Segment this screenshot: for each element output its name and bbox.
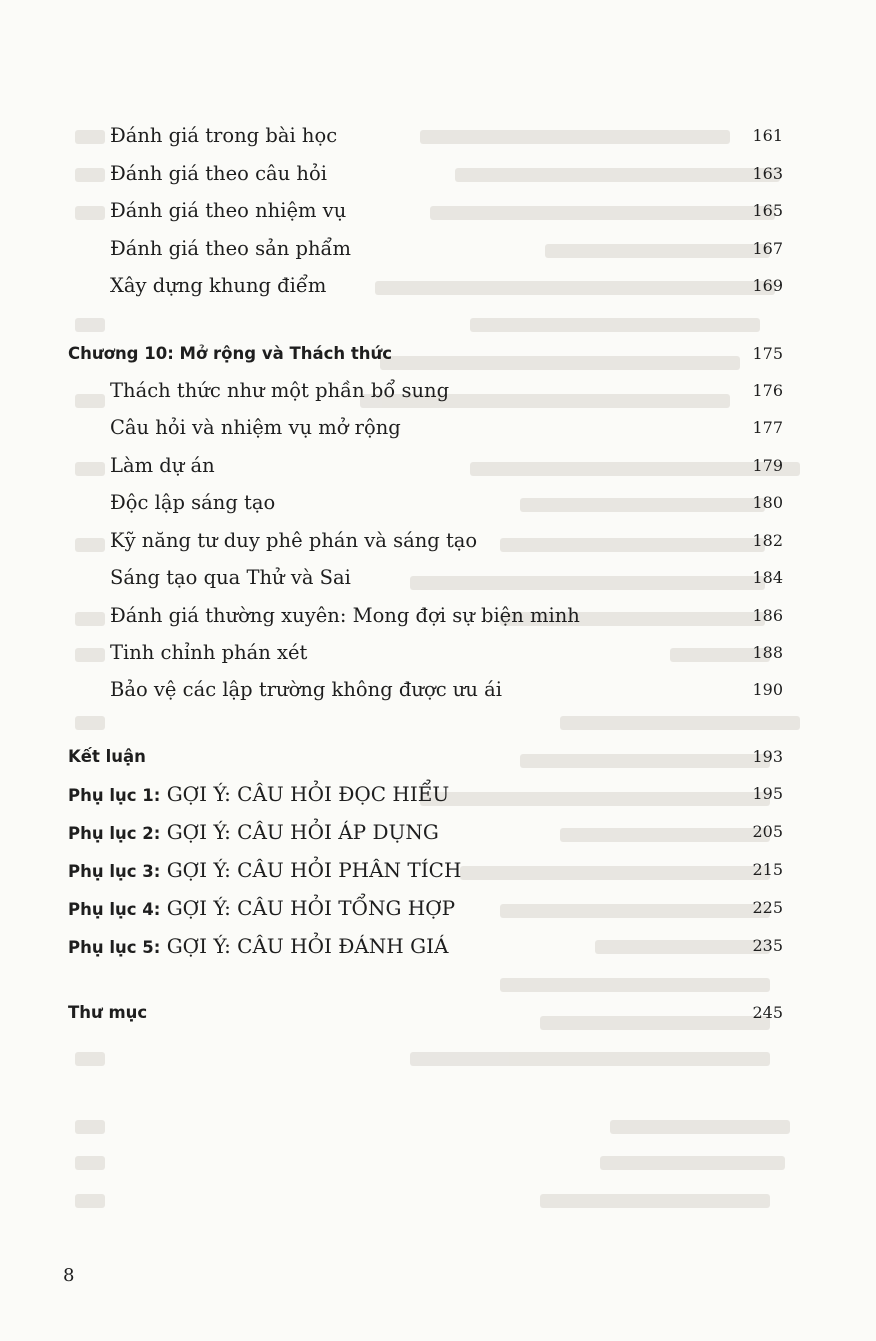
toc-entry-page: 186 <box>752 606 783 625</box>
toc-entry <box>0 194 876 228</box>
page-number: 8 <box>63 1265 75 1286</box>
toc-entry-page: 225 <box>752 898 783 917</box>
toc-entry-title: Thư mục <box>68 1003 148 1022</box>
toc-entry-title: Bảo vệ các lập trường không được ưu ái <box>110 678 502 701</box>
toc-chapter-heading <box>0 740 876 774</box>
toc-entry-title: Sáng tạo qua Thử và Sai <box>110 566 351 589</box>
appendix-label: Phụ lục 2: <box>68 824 161 843</box>
toc-entry-title: Đánh giá theo nhiệm vụ <box>110 199 347 222</box>
toc-entry-title: Chương 10: Mở rộng và Thách thức <box>68 344 393 363</box>
toc-entry-title: Đánh giá theo câu hỏi <box>110 162 327 185</box>
appendix-title: GỢI Ý: CÂU HỎI TỔNG HỢP <box>166 896 456 920</box>
toc-entry <box>0 119 876 153</box>
toc-entry-title: Đánh giá theo sản phẩm <box>110 237 351 260</box>
toc-entry-page: 161 <box>752 126 783 145</box>
toc-entry-page: 184 <box>752 568 783 587</box>
toc-entry <box>0 157 876 191</box>
toc-entry-page: 176 <box>752 381 783 400</box>
toc-entry <box>0 599 876 633</box>
toc-entry-page: 245 <box>752 1003 783 1022</box>
toc-entry-page: 215 <box>752 860 783 879</box>
toc-appendix <box>0 891 876 925</box>
toc-entry-page: 179 <box>752 456 783 475</box>
toc-entry-page: 175 <box>752 344 783 363</box>
toc-entry-title <box>68 815 439 851</box>
toc-entry <box>0 524 876 558</box>
toc-appendix <box>0 853 876 887</box>
toc-entry-title: Câu hỏi và nhiệm vụ mở rộng <box>110 416 401 439</box>
appendix-label: Phụ lục 3: <box>68 862 161 881</box>
toc-entry-title: Kỹ năng tư duy phê phán và sáng tạo <box>110 529 478 552</box>
toc-appendix <box>0 815 876 849</box>
toc-entry <box>0 673 876 707</box>
toc-entry-page: 169 <box>752 276 783 295</box>
toc-entry-title: Đánh giá thường xuyên: Mong đợi sự biện minh <box>110 604 580 627</box>
toc-entry-page: 195 <box>752 784 783 803</box>
toc-entry-page: 205 <box>752 822 783 841</box>
toc-entry <box>0 449 876 483</box>
toc-entry-title <box>68 777 449 813</box>
toc-entry-page: 163 <box>752 164 783 183</box>
toc-entry <box>0 411 876 445</box>
toc-chapter-heading <box>0 996 876 1030</box>
toc-entry-title: Tinh chỉnh phán xét <box>110 641 308 664</box>
appendix-title: GỢI Ý: CÂU HỎI ĐÁNH GIÁ <box>166 934 449 958</box>
toc-entry-title: Độc lập sáng tạo <box>110 491 276 514</box>
toc-entry <box>0 374 876 408</box>
appendix-label: Phụ lục 4: <box>68 900 161 919</box>
toc-entry-page: 190 <box>752 680 783 699</box>
toc-entry <box>0 636 876 670</box>
toc-entry <box>0 269 876 303</box>
toc-entry-page: 167 <box>752 239 783 258</box>
toc-entry <box>0 486 876 520</box>
toc-appendix <box>0 929 876 963</box>
toc-entry-title: Đánh giá trong bài học <box>110 124 338 147</box>
toc-entry-page: 188 <box>752 643 783 662</box>
toc-entry <box>0 232 876 266</box>
toc-entry-page: 235 <box>752 936 783 955</box>
toc-entry-title: Xây dựng khung điểm <box>110 274 327 297</box>
toc-entry-title <box>68 853 461 889</box>
toc-entry-page: 165 <box>752 201 783 220</box>
toc-entry <box>0 561 876 595</box>
appendix-label: Phụ lục 1: <box>68 786 161 805</box>
appendix-title: GỢI Ý: CÂU HỎI ÁP DỤNG <box>166 820 439 844</box>
toc-entry-page: 182 <box>752 531 783 550</box>
toc-entry-page: 193 <box>752 747 783 766</box>
toc-chapter-heading <box>0 337 876 371</box>
appendix-title: GỢI Ý: CÂU HỎI ĐỌC HIỂU <box>166 782 450 806</box>
toc-entry-page: 180 <box>752 493 783 512</box>
appendix-title: GỢI Ý: CÂU HỎI PHÂN TÍCH <box>166 858 462 882</box>
toc-entry-title <box>68 891 455 927</box>
toc-entry-title <box>68 929 448 965</box>
toc-entry-title: Kết luận <box>68 747 146 766</box>
appendix-label: Phụ lục 5: <box>68 938 161 957</box>
toc-entry-page: 177 <box>752 418 783 437</box>
toc-appendix <box>0 777 876 811</box>
toc-entry-title: Làm dự án <box>110 454 215 477</box>
toc-entry-title: Thách thức như một phần bổ sung <box>110 379 450 402</box>
